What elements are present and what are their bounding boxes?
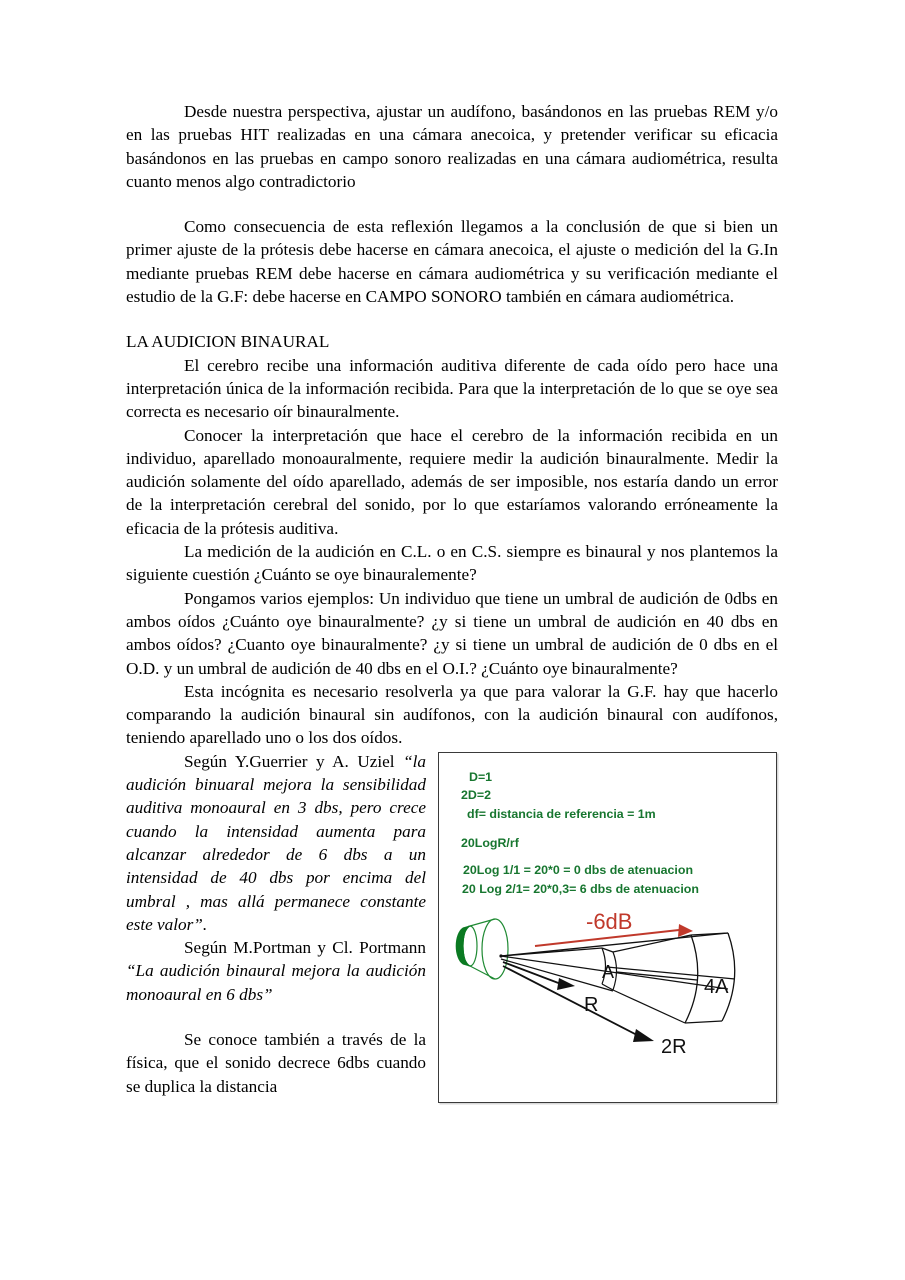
paragraph-2: Como consecuencia de esta reflexión llegamos a la conclusión de que si bien un primer ajuste de la prótesis debe hacerse en cámara anecoica, el ajuste o medición del la G.In mediante pruebas REM debe hacerse en cámara audiométrica y su verificación mediante el estudio de la G.F: debe hacerse en CAMPO SONORO también en cámara audiométrica. xyxy=(126,217,778,307)
section-heading-audicion-binaural: LA AUDICION BINAURAL xyxy=(126,332,330,352)
document-body xyxy=(126,100,778,1105)
sound-cone-svg xyxy=(439,886,775,1100)
label-area-4A: 4A xyxy=(704,975,729,998)
formula-line-d1: D=1 xyxy=(469,769,493,784)
paragraph-8-quote: “la audición binuaral mejora la sensibilidad auditiva monoaural en 3 dbs, pero crece cuando la intensidad aumenta para alcanzar alrededor de 6 dbs a un intensidad de 40 dbs por encima del umbral , mas allá permanece constante este valor”. xyxy=(126,751,426,934)
paragraph-8-lead: Según Y.Guerrier y A. Uziel xyxy=(184,751,404,771)
formula-line-2d2: 2D=2 xyxy=(461,788,491,803)
spacer xyxy=(126,193,778,215)
label-area-A: A xyxy=(602,961,615,982)
formula-line-example-2: 20 Log 2/1= 20*0,3= 6 dbs de atenuacion xyxy=(462,881,699,896)
speaker-icon xyxy=(456,919,508,979)
paragraph-7: Esta incógnita es necesario resolverla ya que para valorar la G.F. hay que hacerlo comparando la audición binaural sin audífonos, con la audición binaural con audífonos, teniendo aparellado uno o los dos oídos. xyxy=(126,681,778,748)
label-radius-2R: 2R xyxy=(661,1035,687,1058)
radius-R-arrow-icon xyxy=(503,962,575,990)
paragraph-10: Se conoce también a través de la física, que el sonido decrece 6dbs cuando se duplica la distancia xyxy=(126,1029,426,1096)
formula-line-20logrrf: 20LogR/rf xyxy=(461,835,519,850)
figure-diagram xyxy=(439,886,775,1100)
figure-and-columns-region xyxy=(126,750,778,1105)
label-minus-6db: -6dB xyxy=(586,908,633,934)
figure-formula-text xyxy=(461,771,699,895)
formula-line-example-1: 20Log 1/1 = 20*0 = 0 dbs de atenuacion xyxy=(463,863,694,878)
figure-border-box xyxy=(438,752,777,1103)
paragraph-9-quote: “La audición binaural mejora la audición monoaural en 6 dbs” xyxy=(126,961,426,1004)
paragraph-6: Pongamos varios ejemplos: Un individuo que tiene un umbral de audición de 0dbs en ambos oídos ¿Cuánto oye binauralmente? ¿y si tiene un umbral de audición en 40 dbs en ambos oídos? ¿Cuanto oye binauralmente? ¿y si tiene un umbral de audición de 0 dbs en el O.D. y un umbral de audición de 40 dbs en el O.I.? ¿Cuánto oye binauralmente? xyxy=(126,588,778,678)
spacer xyxy=(126,308,778,330)
paragraph-9-lead: Según M.Portman y Cl. Portmann xyxy=(184,938,426,958)
radius-2R-arrow-icon xyxy=(503,966,654,1042)
paragraph-3: El cerebro recibe una información auditiva diferente de cada oído pero hace una interpretación única de la información recibida. Para que la interpretación de lo que se oye sea correcta es necesario oír binauralmente. xyxy=(126,355,778,422)
figure-attenuation xyxy=(438,752,778,1103)
label-radius-R: R xyxy=(584,993,599,1016)
formula-line-df: df= distancia de referencia = 1m xyxy=(467,806,656,821)
paragraph-4: Conocer la interpretación que hace el cerebro de la información recibida en un individuo, aparellado monoauralmente, requiere medir la audición binauralmente. Medir la audición solamente del oído aparellado, además de ser imposible, nos estaría dando un error de la interpretación cerebral del sonido, por lo que estaríamos valorando erróneamente la eficacia de la prótesis auditiva. xyxy=(126,425,778,538)
paragraph-1: Desde nuestra perspectiva, ajustar un audífono, basándonos en las pruebas REM y/o en las pruebas HIT realizadas en una cámara anecoica, y pretender verificar su eficacia basándonos en las pruebas en campo sonoro realizadas en una cámara audiométrica, resulta cuanto menos algo contradictorio xyxy=(126,102,778,191)
cone-surface-lines xyxy=(613,935,691,1023)
paragraph-5: La medición de la audición en C.L. o en C.S. siempre es binaural y nos plantemos la siguiente cuestión ¿Cuánto se oye binauralemente? xyxy=(126,542,778,585)
